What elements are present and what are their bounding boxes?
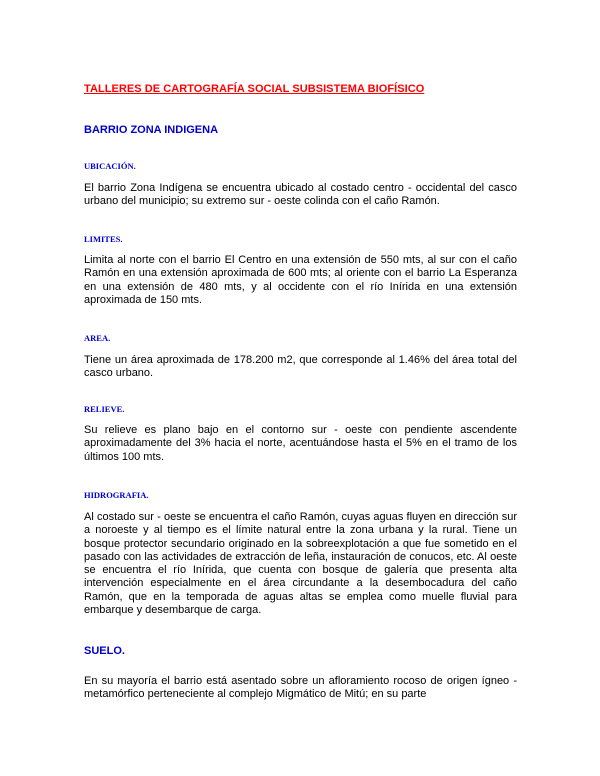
section-heading-suelo: SUELO. — [84, 645, 125, 657]
section-text-area: Tiene un área aproximada de 178.200 m2, que corresponde al 1.46% del área total del casco urbano. — [84, 354, 517, 380]
section-text-relieve: Su relieve es plano bajo en el contorno sur - oeste con pendiente ascendente aproximadamente del 3% hacia el norte, acentuándose hasta el 5% en el tramo de los últimos 100 mts. — [84, 424, 517, 463]
document-title: TALLERES DE CARTOGRAFÍA SOCIAL SUBSISTEMA BIOFÍSICO — [84, 83, 425, 95]
section-text-limites: Limita al norte con el barrio El Centro en una extensión de 550 mts, al sur con el caño Ramón en una extensión aproximada de 600 mts; al oriente con el barrio La Esperanza en una extensión de 480 mts, y al occidente con el río Inírida en una extensión aproximada de 150 mts. — [84, 254, 517, 306]
section-heading-relieve: RELIEVE. — [84, 404, 125, 414]
section-heading-limites: LIMITES. — [84, 234, 123, 244]
section-text-ubicacion: El barrio Zona Indígena se encuentra ubicado al costado centro - occidental del casco urbano del municipio; su extremo sur - oeste colinda con el caño Ramón. — [84, 182, 517, 208]
section-text-hidrografia: Al costado sur - oeste se encuentra el caño Ramón, cuyas aguas fluyen en dirección sur a noroeste y al tiempo es el límite natural entre la zona urbana y la rural. Tiene un bosque protector secundario originado en la sobreexplotación a que fue sometido en el pasado con las actividades de extracción de leña, instauración de conucos, etc. Al oeste se encuentra el río Inírida, que cuenta con bosque de galería que presenta alta intervención especialmente en el área circundante a la desembocadura del caño Ramón, que en la temporada de aguas altas se emplea como muelle fluvial para embarque y desembarque de carga. — [84, 511, 517, 617]
section-heading-ubicacion: UBICACIÓN. — [84, 161, 136, 171]
section-heading-hidrografia: HIDROGRAFIA. — [84, 490, 149, 500]
document-subtitle: BARRIO ZONA INDIGENA — [84, 124, 219, 136]
section-heading-area: AREA. — [84, 333, 111, 343]
section-text-suelo: En su mayoría el barrio está asentado sobre un afloramiento rocoso de origen ígneo - metamórfico perteneciente al complejo Migmático de Mitú; en su parte — [84, 675, 517, 701]
